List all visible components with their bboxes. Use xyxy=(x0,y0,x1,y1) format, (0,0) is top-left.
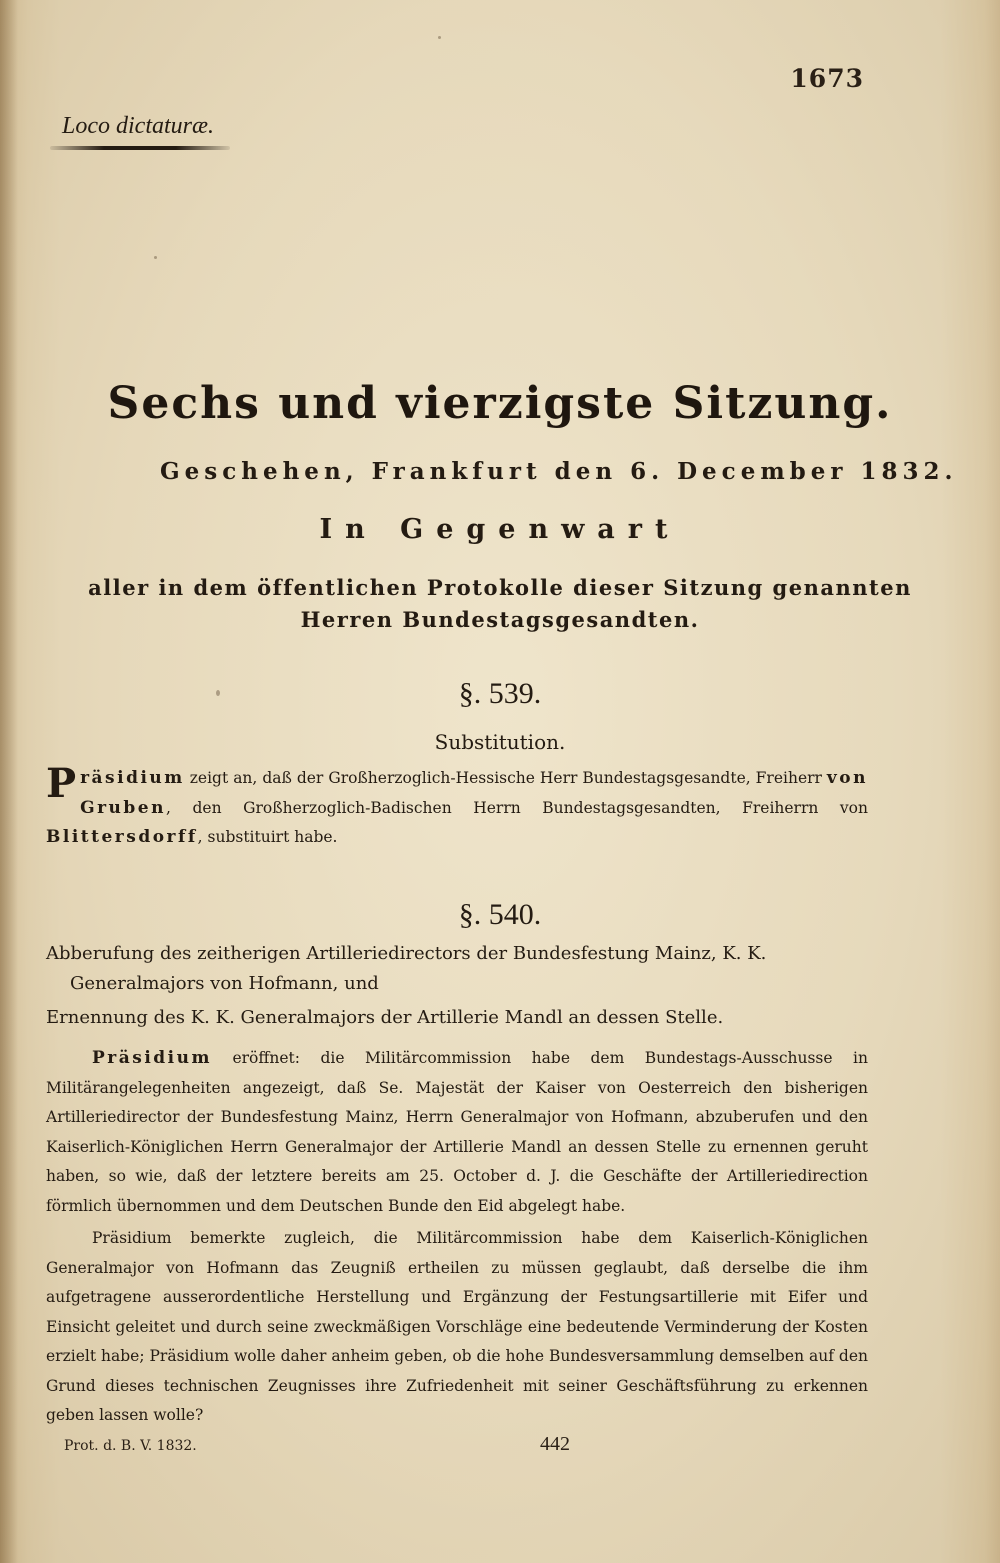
margin-note: Loco dictaturæ. xyxy=(62,113,215,139)
name-blittersdorff: Blittersdorff xyxy=(46,827,198,847)
section-540-para-1-text: eröffnet: die Militärcommission habe dem Bundestags-Ausschusse in Militärangelegenheiten angezeigt, daß Se. Majestät der Kaiser von Oesterreich den bisherigen Artilleriedirector der Bundesfestung Mainz, Herrn Generalmajor von Hofmann, abzuberufen und den Kaiserlich-Königlichen Herrn Generalmajor der Artillerie Mandl an dessen Stelle zu ernennen geruht haben, so wie, daß der letztere bereits am 25. October d. J. die Geschäfte der Artilleriedirection förmlich übernommen und dem Deutschen Bunde den Eid abgelegt habe. xyxy=(46,1049,868,1215)
drop-cap: P xyxy=(46,760,77,807)
presence-heading: In Gegenwart xyxy=(319,514,681,545)
section-540-paragraph-2: Präsidium bemerkte zugleich, die Militärcommission habe dem Kaiserlich-Königlichen Generalmajor von Hofmann das Zeugniß ertheilen zu müssen geglaubt, daß derselbe die ihm aufgetragene ausserordentliche Herstellung und Ergänzung der Festungsartillerie mit Eifer und Einsicht geleitet und durch seine zweckmäßigen Vorschläge eine bedeutende Verminderung der Kosten erzielt habe; Präsidium wolle daher anheim geben, ob die hohe Bundesversammlung demselben auf den Grund dieses technischen Zeugnisses ihre Zufriedenheit mit seiner Geschäftsführung zu erkennen geben lassen wolle? xyxy=(46,1229,868,1424)
section-540-number: §. 540. xyxy=(458,898,542,931)
attendance-statement xyxy=(0,572,1000,636)
section-539-text-c: , substituirt habe. xyxy=(197,828,338,846)
page-spine-shadow xyxy=(0,0,18,1563)
name-gruben: von Gruben xyxy=(80,768,868,818)
paper-speck xyxy=(438,36,441,39)
session-title: Sechs und vierzigste Sitzung. xyxy=(107,378,893,429)
section-539-body xyxy=(46,760,868,853)
section-540-title-line-1: Abberufung des zeitherigen Artilleriedirectors der Bundesfestung Mainz, K. K. xyxy=(46,943,767,964)
section-539-title: Substitution. xyxy=(434,730,566,754)
page-number: 1673 xyxy=(790,64,864,93)
section-539-lead: räsidium xyxy=(80,768,185,788)
section-539-text-b: , den Großherzoglich-Badischen Herrn Bundestagsgesandten, Freiherrn von xyxy=(165,798,868,817)
footer-source: Prot. d. B. V. 1832. xyxy=(64,1438,197,1454)
section-539-text-a: zeigt an, daß der Großherzoglich-Hessische Herr Bundestagsgesandte, Freiherr xyxy=(184,769,827,787)
margin-note-rule xyxy=(50,146,230,150)
session-date-line: Geschehen, Frankfurt den 6. December 1832. xyxy=(160,458,958,485)
paper-speck xyxy=(154,256,157,259)
attendance-line-1: aller in dem öffentlichen Protokolle dieser Sitzung genannten xyxy=(88,575,912,600)
footer-signature: 442 xyxy=(540,1433,570,1455)
section-540-title-line-2: Generalmajors von Hofmann, und xyxy=(70,973,379,994)
section-540-title-line-3: Ernennung des K. K. Generalmajors der Artillerie Mandl an dessen Stelle. xyxy=(46,1007,724,1028)
section-540-lead: Präsidium xyxy=(92,1048,212,1068)
section-540-paragraph-1 xyxy=(46,1044,868,1221)
attendance-line-2: Herren Bundestagsgesandten. xyxy=(300,607,700,632)
section-539-number: §. 539. xyxy=(458,677,542,710)
